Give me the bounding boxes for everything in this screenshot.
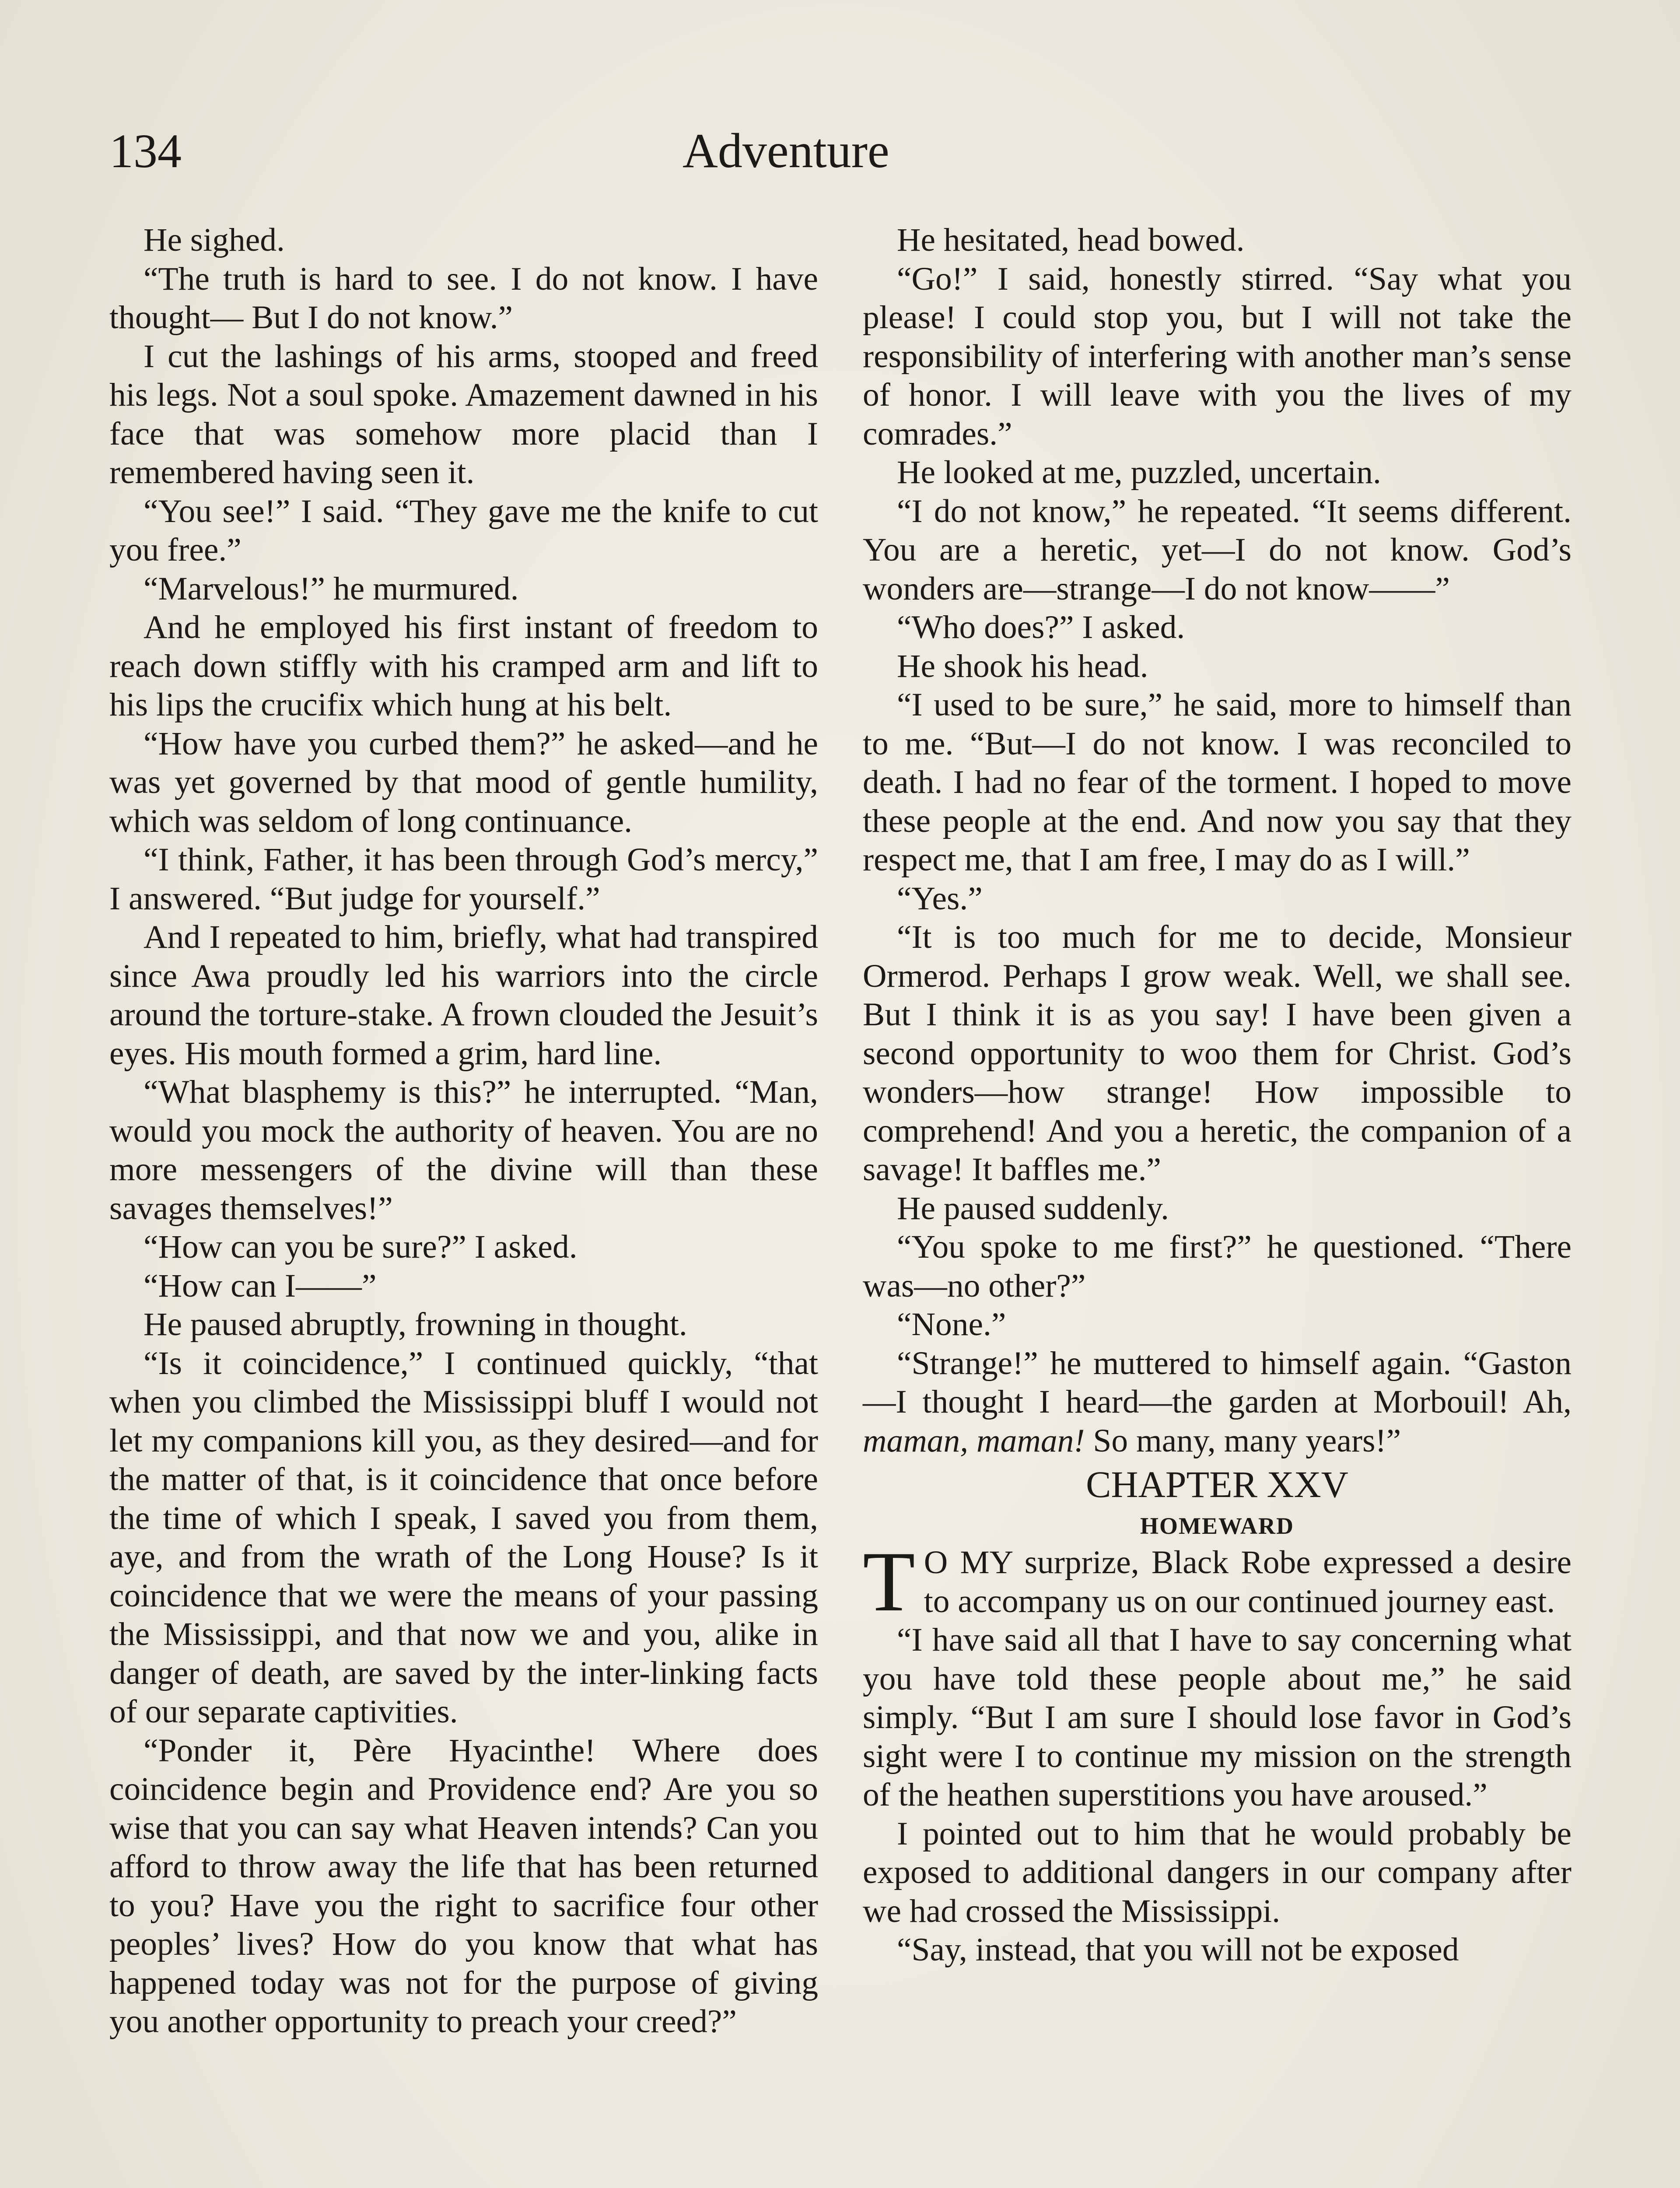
- paragraph: “How can I——”: [144, 1267, 377, 1304]
- paragraph: “It is too much for me to decide, Monsieur Ormerod. Perhaps I grow weak. Well, we shall see. But I think it is as you say! I have been given a second opportunity to woo them for Christ. God’s wonders—how strange! How impossible to comprehend! And you a heretic, the companion of a savage! It baffles me.”: [863, 919, 1572, 1188]
- paragraph: “Go!” I said, honestly stirred. “Say what you please! I could stop you, but I will not take the responsibility of interfering with another man’s sense of honor. I will leave with you the lives of my comrades.”: [863, 260, 1572, 452]
- paragraph: He hesitated, head bowed.: [897, 222, 1245, 258]
- chapter-subtitle: HOMEWARD: [1140, 1513, 1294, 1539]
- paragraph: I pointed out to him that he would probably be exposed to additional dangers in our company after we had crossed the Mississippi.: [863, 1815, 1572, 1929]
- paragraph: He sighed.: [144, 222, 285, 258]
- paragraph: “Say, instead, that you will not be exposed: [897, 1932, 1459, 1968]
- paragraph: He looked at me, puzzled, uncertain.: [897, 454, 1381, 491]
- paragraph: “How have you curbed them?” he asked—and he was yet governed by that mood of gentle humility, which was seldom of long continuance.: [109, 725, 818, 839]
- page-header: [0, 118, 1680, 184]
- paragraph: “Yes.”: [897, 880, 983, 917]
- paragraph: “You spoke to me first?” he questioned. “There was—no other?”: [863, 1229, 1572, 1304]
- italic-text: maman, maman!: [863, 1422, 1085, 1459]
- paragraph: “What blasphemy is this?” he interrupted. “Man, would you mock the authority of heaven. You are no more messengers of the divine will than these savages themselves!”: [109, 1074, 818, 1227]
- page-number: 134: [109, 124, 182, 178]
- paragraph: “I do not know,” he repeated. “It seems different. You are a heretic, yet—I do not know. God’s wonders are—strange—I do not know——”: [863, 493, 1572, 607]
- paragraph: “I used to be sure,” he said, more to himself than to me. “But—I do not know. I was reconciled to death. I had no fear of the torment. I hoped to move these people at the end. And now you say that they respect me, that I am free, I may do as I will.”: [863, 687, 1572, 878]
- paragraph: He shook his head.: [897, 648, 1148, 684]
- paragraph: “Who does?” I asked.: [897, 609, 1185, 645]
- paragraph: “Is it coincidence,” I continued quickly, “that when you climbed the Mississippi bluff I would not let my companions kill you, as they desired—and for the matter of that, is it coincidence that once before the time of which I speak, I saved you from them, aye, and from the wrath of the Long House? Is it coincidence that we were the means of your passing the Mississippi, and that now we and you, alike in danger of death, are saved by the inter-linking facts of our separate captivities.: [109, 1345, 818, 1730]
- drop-cap: T: [863, 1534, 915, 1629]
- paragraph: He paused abruptly, frowning in thought.: [144, 1306, 687, 1343]
- paragraph: “How can you be sure?” I asked.: [144, 1229, 578, 1265]
- paragraph: “I have said all that I have to say concerning what you have told these people about me,” he said simply. “But I am sure I should lose favor in God’s sight were I to continue my mission on the strength of the heathen superstitions you have aroused.”: [863, 1622, 1572, 1813]
- chapter-opening-paragraph: [863, 1534, 1572, 1629]
- paragraph-strange: [863, 1344, 1572, 1461]
- paragraph: “Ponder it, Père Hyacinthe! Where does coincidence begin and Providence end? Are you so wise that you can say what Heaven intends? Can you afford to throw away the life that has been returned to you? Have you the right to sacrifice four other peoples’ lives? How do you know that what has happened today was not for the purpose of giving you another opportunity to preach your creed?”: [109, 1732, 818, 2040]
- paragraph: “The truth is hard to see. I do not know. I have thought— But I do not know.”: [109, 260, 818, 336]
- paragraph: I cut the lashings of his arms, stooped and freed his legs. Not a soul spoke. Amazement dawned in his face that was somehow more placid than I remembered having seen it.: [109, 338, 818, 491]
- opening-text: O MY surprize, Black Robe expressed a desire to accompany us on our continued journey east.: [924, 1544, 1572, 1620]
- paragraph: “I think, Father, it has been through God’s mercy,” I answered. “But judge for yourself.”: [109, 842, 818, 917]
- right-column: [863, 221, 1572, 1970]
- paragraph: “None.”: [897, 1306, 1006, 1343]
- text-span: So many, many years!”: [1085, 1422, 1401, 1459]
- paragraph: And he employed his first instant of freedom to reach down stiffly with his cramped arm and lift to his lips the crucifix which hung at his belt.: [109, 609, 818, 723]
- text-span: “Strange!” he muttered to himself again. “Gaston—I thought I heard—the garden at Morbouil! Ah,: [863, 1345, 1572, 1420]
- paragraph: He paused suddenly.: [897, 1190, 1169, 1227]
- chapter-title: CHAPTER XXV: [1086, 1463, 1348, 1505]
- running-title: Adventure: [682, 124, 889, 178]
- left-column: [109, 221, 818, 2041]
- paragraph: “Marvelous!” he murmured.: [144, 570, 519, 607]
- paragraph: “You see!” I said. “They gave me the knife to cut you free.”: [109, 493, 818, 568]
- paragraph: And I repeated to him, briefly, what had transpired since Awa proudly led his warriors into the circle around the torture-stake. A frown clouded the Jesuit’s eyes. His mouth formed a grim, hard line.: [109, 919, 818, 1072]
